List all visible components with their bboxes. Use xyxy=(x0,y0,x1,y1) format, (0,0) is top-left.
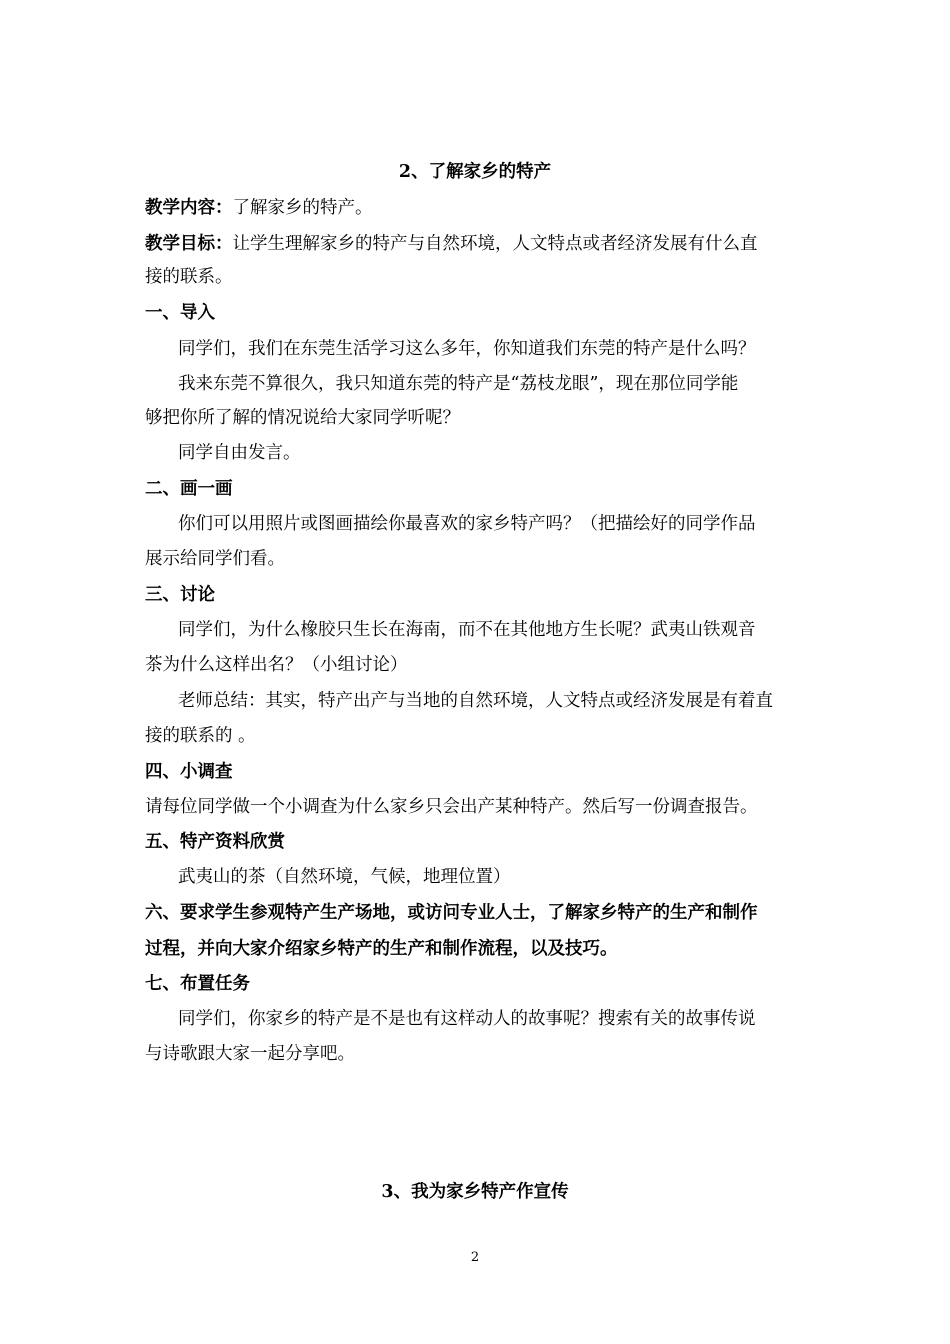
paragraph: 你们可以用照片或图画描绘你最喜欢的家乡特产吗？（把描绘好的同学作品 xyxy=(178,514,756,534)
section-heading-5: 五、特产资料欣赏 xyxy=(145,832,285,852)
paragraph: 请每位同学做一个小调查为什么家乡只会出产某种特产。然后写一份调查报告。 xyxy=(145,797,758,817)
paragraph: 展示给同学们看。 xyxy=(145,549,285,569)
lesson-title: 2、了解家乡的特产 xyxy=(398,162,552,182)
paragraph: 同学们，我们在东莞生活学习这么多年，你知道我们东莞的特产是什么吗？ xyxy=(178,339,756,359)
paragraph: 接的联系的 。 xyxy=(145,726,256,746)
page-number: 2 xyxy=(470,1250,480,1265)
paragraph: 武夷山的茶（自然环境，气候，地理位置） xyxy=(178,867,511,887)
paragraph: 我来东莞不算很久，我只知道东莞的特产是“荔枝龙眼”，现在那位同学能 xyxy=(178,374,739,394)
paragraph: 茶为什么这样出名？（小组讨论） xyxy=(145,655,408,675)
paragraph: 老师总结：其实，特产出产与当地的自然环境，人文特点或经济发展是有着直 xyxy=(178,691,773,711)
section-heading-6: 六、要求学生参观特产生产场地，或访问专业人士，了解家乡特产的生产和制作 xyxy=(145,903,758,923)
next-lesson-title: 3、我为家乡特产作宣传 xyxy=(381,1182,569,1202)
section-heading-7: 七、布置任务 xyxy=(145,974,250,994)
section-heading-3: 三、讨论 xyxy=(145,585,215,605)
teaching-goal xyxy=(145,232,815,256)
teaching-content xyxy=(145,196,815,220)
paragraph: 够把你所了解的情况说给大家同学听呢？ xyxy=(145,408,460,428)
section-heading-6-cont: 过程，并向大家介绍家乡特产的生产和制作流程，以及技巧。 xyxy=(145,939,618,959)
teaching-goal-cont: 接的联系。 xyxy=(145,267,233,287)
section-heading-1: 一、导入 xyxy=(145,303,215,323)
section-heading-2: 二、画一画 xyxy=(145,479,233,499)
paragraph: 同学自由发言。 xyxy=(178,443,301,463)
teaching-goal-label: 教学目标： xyxy=(145,234,233,254)
teaching-goal-text: 让学生理解家乡的特产与自然环境，人文特点或者经济发展有什么直 xyxy=(232,234,758,254)
paragraph: 同学们，你家乡的特产是不是也有这样动人的故事呢？搜索有关的故事传说 xyxy=(178,1009,756,1029)
teaching-content-text: 了解家乡的特产。 xyxy=(232,198,373,218)
teaching-content-label: 教学内容： xyxy=(145,198,233,218)
section-heading-4: 四、小调查 xyxy=(145,762,233,782)
paragraph: 同学们，为什么橡胶只生长在海南，而不在其他地方生长呢？武夷山铁观音 xyxy=(178,620,756,640)
paragraph: 与诗歌跟大家一起分享吧。 xyxy=(145,1044,355,1064)
